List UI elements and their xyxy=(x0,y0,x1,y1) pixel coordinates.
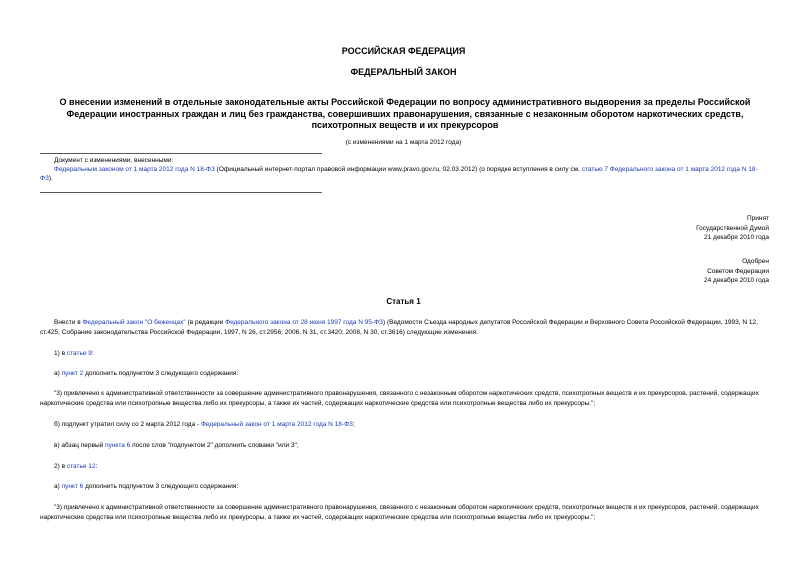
law-type-heading: ФЕДЕРАЛЬНЫЙ ЗАКОН xyxy=(350,67,457,77)
article12-link[interactable]: статье 12 xyxy=(66,463,96,470)
item-1: 1) в статье 9: xyxy=(54,350,94,357)
changes-note: (с изменениями на 1 марта 2012 года) xyxy=(345,139,462,146)
top-rule xyxy=(40,153,322,154)
doc-changes-block xyxy=(40,156,770,183)
item-2: 2) в статье 12: xyxy=(54,463,98,470)
quote-1: "3) привлечено к административной ответственности за совершение административного правонарушения, связанного с незаконным оборотом наркотических средств, психотропных веществ и их прекурсоров, растений, содержащих наркотические средства или психотропные вещества либо их прекурсоры, а также их частей, содержащих наркотические средства или психотропные вещества либо их прекурсоры."; xyxy=(40,390,759,407)
bottom-rule xyxy=(40,192,322,193)
article9-link[interactable]: статье 9 xyxy=(66,350,92,357)
article-intro-paragraph: Внести в Федеральный закон "О беженцах" (в редакции Федерального закона от 28 июня 1997 года N 95-ФЗ) (Ведомости Съезда народных депутатов Российской Федерации и Верховного Совета Российской Федерации, 1993, N 12, ст.425; Собрание законодательства Российской Федерации, 1997, N 26, ст.2956; 2006, N 31, ст.3420; 2008, N 30, ст.3616) следующие изменения: xyxy=(40,319,758,336)
item-2a: а) пункт 6 дополнить подпунктом 3 следующего содержания: xyxy=(54,483,239,490)
item-1b: б) подпункт утратил силу со 2 марта 2012 года - Федеральный закон от 1 марта 2012 года N 18-ФЗ; xyxy=(54,421,355,428)
item-1v: в) абзац первый пункта 6 после слов "подпунктом 2" дополнить словами "или 3"; xyxy=(54,442,299,449)
law-18fz-link[interactable]: Федеральный закон от 1 марта 2012 года N 18-ФЗ xyxy=(200,421,353,428)
point2-link[interactable]: пункт 2 xyxy=(61,370,84,377)
quote-2: "3) привлечено к административной ответственности за совершение административного правонарушения, связанного с незаконным оборотом наркотических средств, психотропных веществ и их прекурсоров, растений, содержащих наркотические средства или психотропные вещества либо их прекурсоры, а также их частей, содержащих наркотические средства или психотропные вещества либо их прекурсоры."; xyxy=(40,504,759,521)
law-95fz-link[interactable]: Федерального закона от 28 июня 1997 года N 95-ФЗ xyxy=(225,319,383,326)
doc-changes-intro: Документ с изменениями, внесенными: xyxy=(54,157,174,164)
point6-art12-link[interactable]: пункт 6 xyxy=(61,483,84,490)
doc-changes-text: Федеральным законом от 1 марта 2012 года N 18-ФЗ (Официальный интернет-портал правовой информации www.pravo.gov.ru, 02.03.2012) (о порядке вступления в силу см. статью 7 Федерального закона от 1 марта 2012 года N 18-ФЗ). xyxy=(40,166,758,182)
item-1a: а) пункт 2 дополнить подпунктом 3 следующего содержания: xyxy=(54,370,239,377)
refugees-law-link[interactable]: Федеральный закон "О беженцах" xyxy=(82,319,186,326)
amending-law-link[interactable]: Федеральным законом от 1 марта 2012 года N 18-ФЗ xyxy=(54,166,215,173)
law-title: О внесении изменений в отдельные законодательные акты Российской Федерации по вопросу административного выдворения за пределы Российской Федерации иностранных граждан и лиц без гражданства, совершивших правонарушения, связанные с незаконным оборотом наркотических средств, психотропных веществ и их прекурсоров xyxy=(59,97,751,130)
article-heading: Статья 1 xyxy=(386,297,421,306)
point6-link[interactable]: пункта 6 xyxy=(105,442,131,449)
country-heading: РОССИЙСКАЯ ФЕДЕРАЦИЯ xyxy=(341,46,466,56)
article7-link[interactable]: статью 7 Федерального закона от 1 марта 2012 года N 18-ФЗ xyxy=(40,166,758,182)
duma-adoption: Принят Государственной Думой 21 декабря 2010 года xyxy=(696,215,769,241)
council-approval: Одобрен Советом Федерации 24 декабря 2010 года xyxy=(703,258,769,284)
